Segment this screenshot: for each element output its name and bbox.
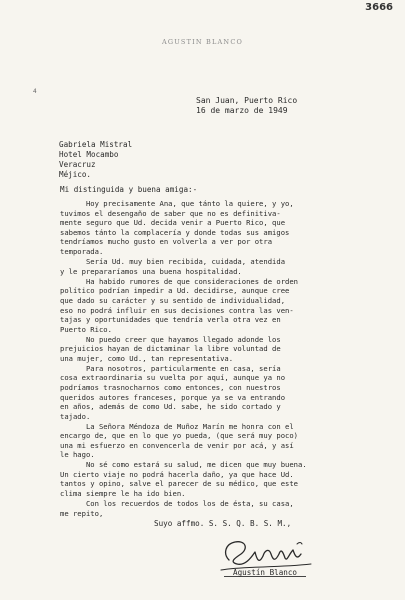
body-line: clima siempre le ha ido bien. [60, 489, 186, 498]
body-line: No puedo creer que hayamos llegado adonde los [60, 334, 281, 344]
recipient-line: Méjico. [59, 170, 92, 179]
body-line: en años, además de como Ud. sabe, he sido cortado y [60, 402, 281, 412]
letter-place: San Juan, Puerto Rico [196, 96, 298, 105]
body-line: encargo de, que en lo que yo pueda, (que será muy poco) [60, 431, 298, 441]
body-line: tendríamos mucho gusto en volverla a ver por otra [60, 237, 273, 247]
letter-date: 16 de marzo de 1949 [196, 106, 288, 115]
body-line: cosa extraordinaria su vuelta por aquí, aunque ya no [60, 373, 286, 383]
body-line: temporada. [60, 246, 104, 256]
archive-number: 3666 [365, 2, 393, 13]
body-line: Para nosotros, particularmente en casa, sería [60, 363, 281, 373]
signature-name: Agustín Blanco [233, 568, 298, 577]
body-line: me repito, [60, 508, 104, 518]
body-line: tuvimos el desengaño de saber que no es definitiva- [60, 208, 281, 218]
closing: Suyo affmo. S. S. Q. B. S. M., [154, 519, 292, 528]
body-line: eso no podrá influir en sus decisiones contra las ven- [60, 305, 294, 315]
body-line: La Señora Méndoza de Muñoz Marín me honra con el [60, 421, 294, 431]
body-line: tajado. [60, 411, 91, 421]
margin-mark: 4 [33, 88, 37, 95]
body-line: y le prepararíamos una buena hospitalidad. [60, 266, 242, 276]
body-line: No sé como estará su salud, me dicen que muy buena. [60, 460, 307, 470]
body-line: Hoy precisamente Ana, que tánto la quiere, y yo, [60, 199, 294, 208]
salutation: Mi distinguida y buena amiga:- [60, 185, 198, 194]
body-line: podríamos trasnocharnos como entonces, con nuestros [60, 382, 281, 392]
body-line: una mi esfuerzo en convencerla de venir por acá, y así [60, 440, 294, 450]
body-line: Un cierto viaje no podrá hacerla daño, ya que hace Ud. [60, 469, 294, 479]
recipient-line: Gabriela Mistral [59, 140, 133, 149]
body-line: tantos y opino, salve el parecer de su médico, que este [60, 479, 298, 489]
body-line: le hago. [60, 450, 95, 460]
body-line: una mujer, como Ud., tan representativa. [60, 353, 234, 363]
recipient-line: Hotel Mocambo [59, 150, 119, 159]
body-line: Puerto Rico. [60, 324, 112, 334]
body-line: sabemos tánto la complacería y donde todas sus amigos [60, 227, 290, 237]
body-line: Con los recuerdos de todos los de ésta, su casa, [60, 499, 294, 509]
body-line: Ha habido rumores de que consideraciones de orden [60, 276, 298, 286]
body-line: mente seguro que Ud. decida venir a Puerto Rico, que [60, 218, 286, 228]
body-line: queridos autores franceses, porque ya se va entrando [60, 392, 286, 402]
body-line: tajas y oportunidades que tendría verla otra vez en [60, 315, 281, 325]
letterhead: AGUSTIN BLANCO [161, 38, 244, 46]
body-line: político podrían impedir a Ud. decidirse, aunque cree [60, 286, 290, 296]
body-line: que dado su carácter y su sentido de individualidad, [60, 296, 286, 305]
body-line: Sería Ud. muy bien recibida, cuidada, atendida [60, 257, 286, 267]
recipient-line: Veracruz [59, 160, 96, 169]
body-line: prejuicios hayan de dictaminar la libre voluntad de [60, 344, 281, 354]
